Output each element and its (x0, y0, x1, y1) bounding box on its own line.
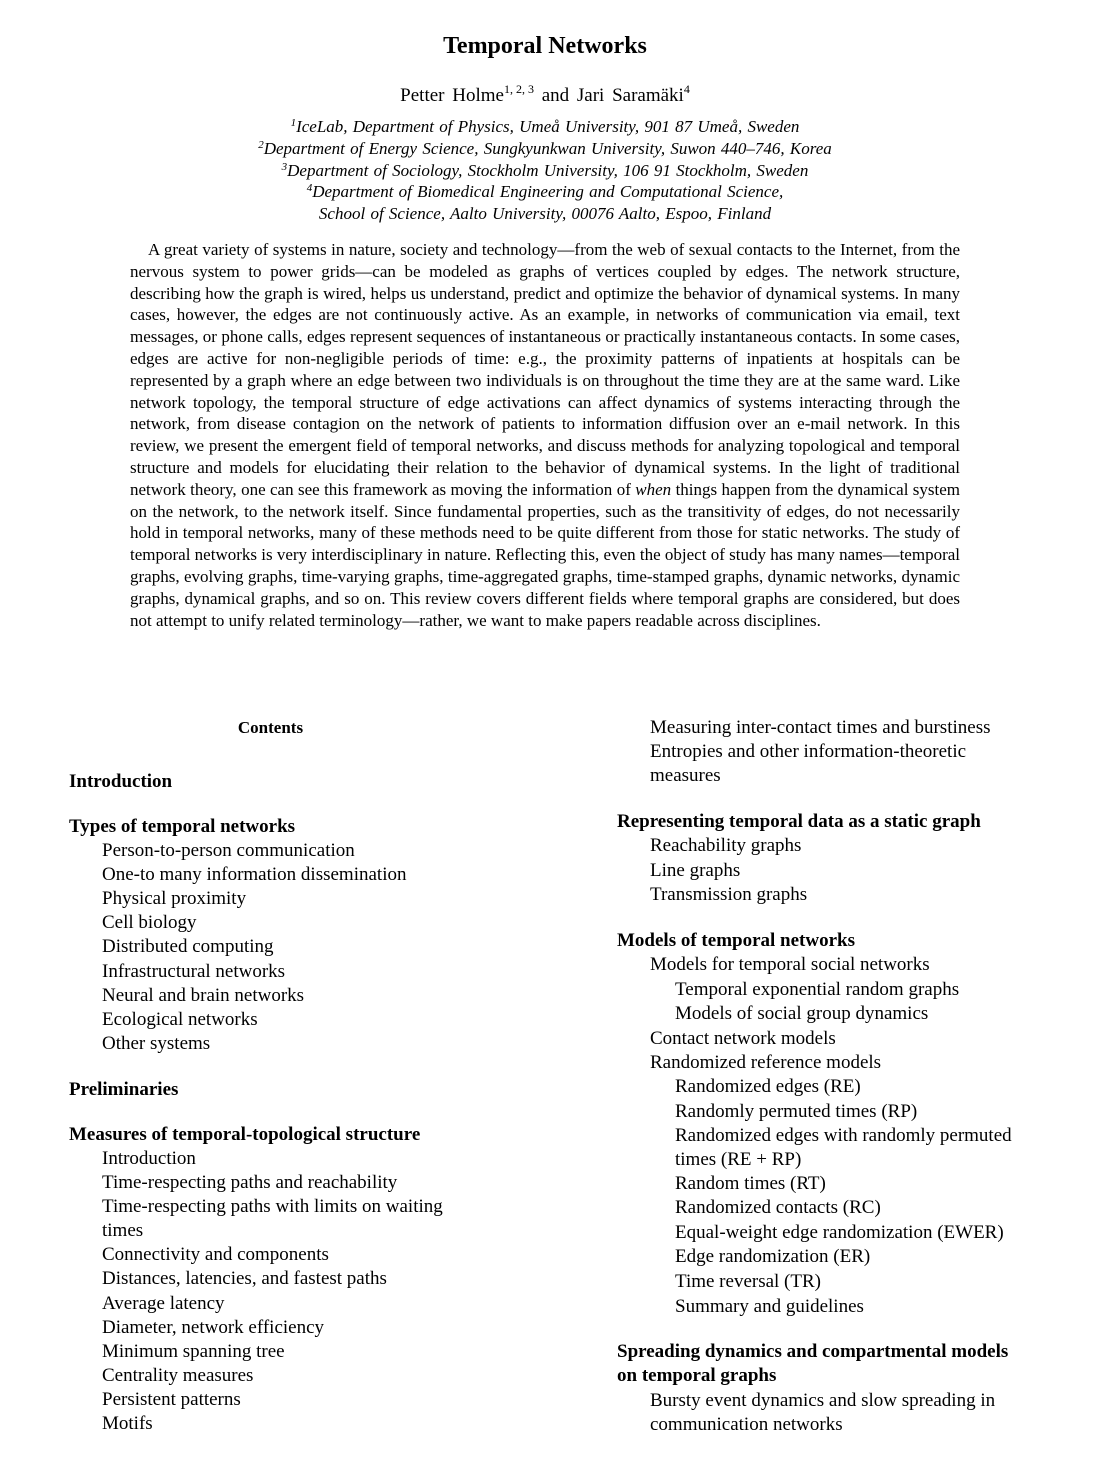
toc-entry-title: Randomized edges (RE) (675, 1076, 861, 1097)
toc-entry-title: Transmission graphs (650, 884, 808, 905)
abstract-text: things happen from the dynamical system on the network, to the network itself. Since fundamental properties, such as the transitivity of edges, do not necessarily hold in temporal networks, many of these methods need to be quite different from those for static networks. The study of temporal networks is very interdisciplinary in nature. Reflecting this, even the object of study has many names—temporal graphs, evolving graphs, time-varying graphs, time-aggregated graphs, time-stamped graphs, dynamic networks, dynamic graphs, dynamical graphs, and so on. This review covers different fields where temporal graphs are considered, but does not attempt to unify related terminology—rather, we want to make papers readable across disciplines. (130, 479, 961, 630)
toc-entry-title: Motifs (102, 1413, 153, 1434)
affiliations (0, 116, 1090, 225)
toc-entry-title-continued: communication networks (650, 1414, 843, 1435)
toc-entry-title: Other systems (102, 1033, 211, 1054)
toc-entry-title: Models of social group dynamics (675, 1003, 929, 1024)
toc-entry-title: Randomized reference models (650, 1052, 882, 1073)
toc-entry-title: Representing temporal data as a static graph (617, 811, 981, 832)
toc-entry-title: Randomized contacts (RC) (675, 1197, 881, 1218)
toc-entry-title: Equal-weight edge randomization (EWER) (675, 1222, 1004, 1243)
author-name: Jari Saramäki (576, 85, 684, 106)
toc-entry-title: Models of temporal networks (617, 930, 855, 951)
toc-entry-title-continued: measures (650, 765, 721, 786)
author-line (0, 84, 1090, 108)
toc-entry-title: Time-respecting paths and reachability (102, 1172, 398, 1193)
affiliation-text: Department of Sociology, Stockholm University, 106 91 Stockholm, Sweden (287, 160, 809, 180)
toc-entry-title: Spreading dynamics and compartmental models (617, 1341, 1009, 1362)
toc-entry-title-continued: on temporal graphs (617, 1365, 777, 1386)
toc-entry-title: Summary and guidelines (675, 1296, 864, 1317)
toc-entry-title: Connectivity and components (102, 1244, 329, 1265)
paper-title: Temporal Networks (443, 33, 647, 59)
author-affiliation-marker: 4 (683, 82, 690, 96)
toc-entry-title: Time reversal (TR) (675, 1271, 821, 1292)
toc-entry-title: Average latency (102, 1293, 225, 1314)
affiliation-line (0, 138, 1090, 160)
toc-entry-title: Bursty event dynamics and slow spreading in (650, 1390, 996, 1411)
author-name: Petter Holme (400, 85, 504, 106)
author-conjunction: and (541, 85, 570, 106)
toc-entry-title: Physical proximity (102, 888, 247, 909)
toc-entry-title: Line graphs (650, 860, 741, 881)
affiliation-marker: 4 (306, 182, 313, 195)
toc-entry-title: Contact network models (650, 1028, 836, 1049)
toc-entry-title: Persistent patterns (102, 1389, 241, 1410)
affiliation-line (0, 203, 1090, 225)
toc-entry-title: Measures of temporal-topological structure (69, 1124, 421, 1145)
toc-entry-title: Randomly permuted times (RP) (675, 1101, 918, 1122)
abstract-text: A great variety of systems in nature, society and technology—from the web of sexual contacts to the Internet, from the nervous system to power grids—can be modeled as graphs of vertices coupled by edges. The network structure, describing how the graph is wired, helps us understand, predict and optimize the behavior of dynamical systems. In many cases, however, the edges are not continuously active. As an example, in networks of communication via email, text messages, or phone calls, edges represent sequences of instantaneous or practically instantaneous contacts. In some cases, edges are active for non-negligible periods of time: e.g., the proximity patterns of inpatients at hospitals can be represented by a graph where an edge between two individuals is on throughout the time they are at the same ward. Like network topology, the temporal structure of edge activations can affect dynamics of systems interacting through the network, from disease contagion on the network of patients to information diffusion over an e-mail network. In this review, we present the emergent field of temporal networks, and discuss methods for analyzing topological and temporal structure and models for elucidating their relation to the behavior of dynamical systems. In the light of traditional network theory, one can see this framework as moving the information of (130, 240, 960, 499)
toc-entry-title: Random times (RT) (675, 1173, 826, 1194)
affiliation-line (0, 116, 1090, 138)
toc-entry-title-continued: times (RE + RP) (675, 1149, 802, 1170)
contents-heading: Contents (237, 718, 304, 737)
affiliation-line (0, 181, 1090, 203)
affiliation-text: School of Science, Aalto University, 00076 Aalto, Espoo, Finland (318, 204, 772, 223)
author-affiliation-marker: 1, 2, 3 (503, 82, 534, 96)
toc-entry-title: Models for temporal social networks (650, 954, 930, 975)
toc-entry-title: Distances, latencies, and fastest paths (102, 1268, 387, 1289)
abstract (130, 239, 960, 631)
toc-entry-title: Centrality measures (102, 1365, 254, 1386)
toc-entry-title: Neural and brain networks (102, 985, 305, 1006)
toc-entry-title: Person-to-person communication (102, 840, 355, 861)
toc-entry-title: Time-respecting paths with limits on waiting (102, 1196, 443, 1217)
toc-entry-title: Introduction (69, 771, 173, 792)
affiliation-text: Department of Biomedical Engineering and Computational Science, (312, 182, 784, 202)
toc-entry-title: Ecological networks (102, 1009, 258, 1030)
toc-entry-title: Distributed computing (102, 936, 274, 957)
abstract-emphasis: when (635, 479, 672, 499)
toc-entry-title: Cell biology (102, 912, 197, 933)
affiliation-text: IceLab, Department of Physics, Umeå University, 901 87 Umeå, Sweden (296, 117, 800, 136)
toc-entry-title: Randomized edges with randomly permuted (675, 1125, 1012, 1146)
toc-entry-title: Temporal exponential random graphs (675, 979, 960, 1000)
affiliation-marker: 2 (258, 138, 264, 151)
toc-entry-title: Edge randomization (ER) (675, 1246, 871, 1267)
affiliation-marker: 1 (290, 117, 297, 129)
toc-entry-title: Preliminaries (69, 1079, 179, 1100)
toc-entry-title: Diameter, network efficiency (102, 1317, 325, 1338)
affiliation-marker: 3 (281, 160, 288, 173)
toc-entry-title: Types of temporal networks (69, 816, 296, 837)
toc-entry-title-continued: times (102, 1220, 144, 1241)
toc-entry-title: Entropies and other information-theoretic (650, 741, 967, 762)
toc-entry-title: Minimum spanning tree (102, 1341, 285, 1362)
toc-entry-title: Introduction (102, 1148, 196, 1169)
affiliation-text: Department of Energy Science, Sungkyunkwan University, Suwon 440–746, Korea (263, 138, 832, 158)
toc-entry-title: Measuring inter-contact times and burstiness (650, 717, 991, 738)
toc-entry-title: One-to many information dissemination (102, 864, 407, 885)
toc-entry-title: Infrastructural networks (102, 961, 286, 982)
affiliation-line (0, 160, 1090, 182)
toc-entry-title: Reachability graphs (650, 835, 802, 856)
